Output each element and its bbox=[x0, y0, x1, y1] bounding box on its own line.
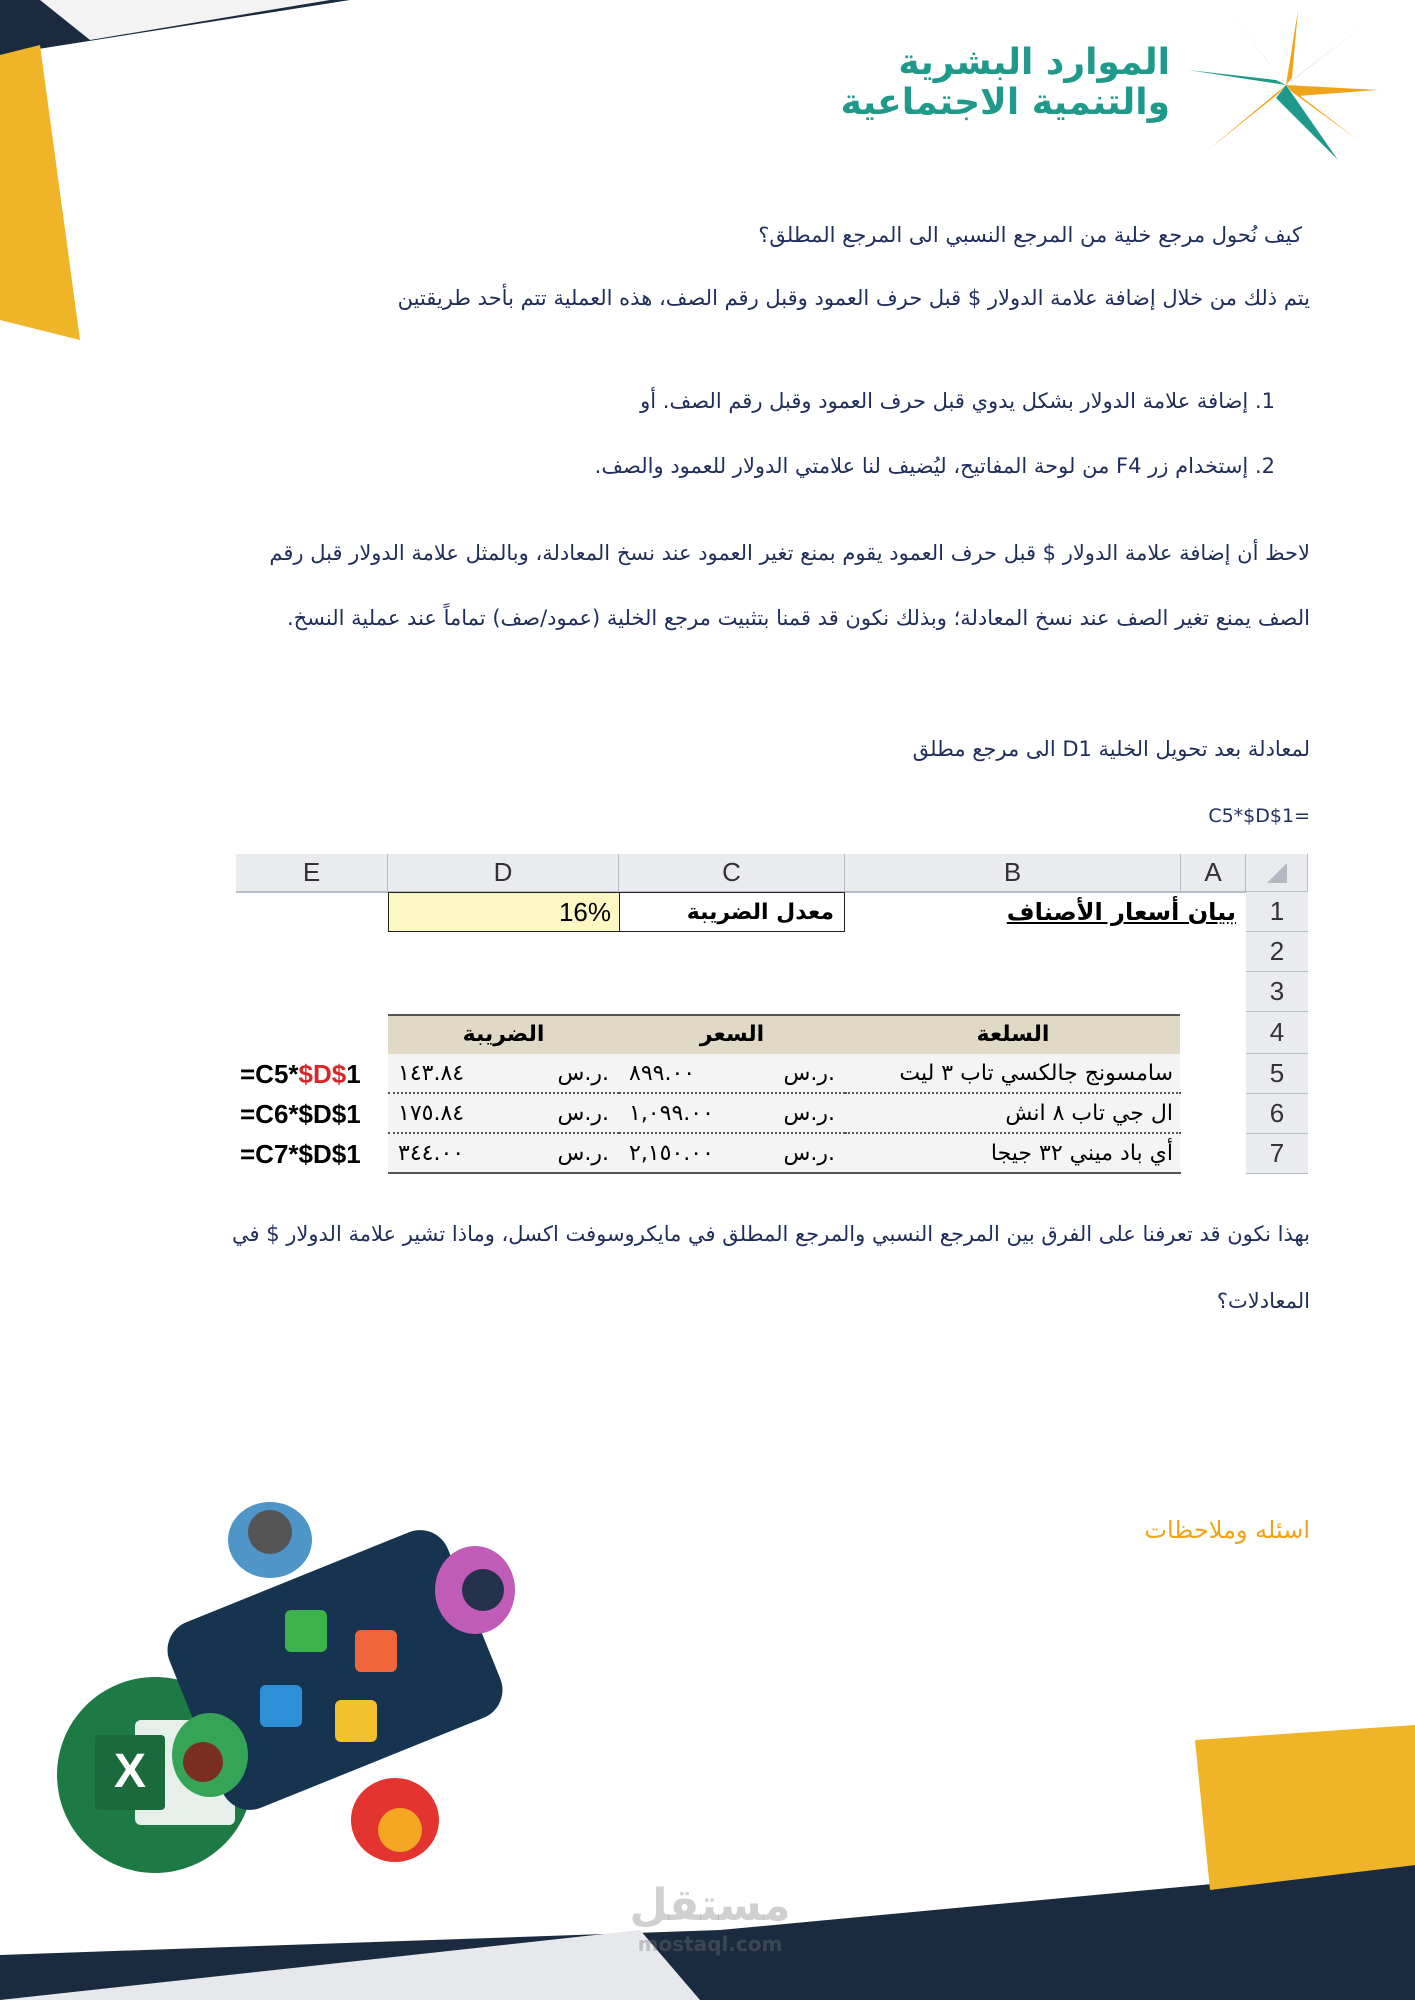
note-line-2: الصف يمنع تغير الصف عند نسخ المعادلة؛ وبذلك نكون قد قمنا بتثبيت مرجع الخلية (عمود/صف) تماماً عند عملية النسخ. bbox=[286, 606, 1310, 630]
header-price[interactable]: السعر bbox=[699, 1021, 765, 1047]
logo-text-line1: الموارد البشرية bbox=[898, 42, 1170, 83]
conclusion-line-1: بهذا نكون قد تعرفنا على الفرق بين المرجع النسبي والمرجع المطلق في مايكروسوفت اكسل، وماذا تشير علامة الدولار $ في bbox=[232, 1222, 1310, 1246]
tax-currency: ر.س. bbox=[557, 1100, 609, 1126]
questions-heading: اسئله وملاحظات bbox=[1144, 1516, 1310, 1544]
formula-row-number: 1 bbox=[346, 1098, 361, 1129]
price-value: ٨٩٩.٠٠ bbox=[629, 1060, 696, 1086]
person-right bbox=[435, 1546, 515, 1634]
item-cell-row-5[interactable]: سامسونج جالكسي تاب ٣ ليت bbox=[845, 1054, 1181, 1094]
person-top bbox=[228, 1502, 312, 1578]
formula-text: =C5*$D$1 bbox=[1208, 805, 1310, 827]
tax-rate-value-cell[interactable]: 16% bbox=[388, 892, 619, 932]
row-header-2[interactable]: 2 bbox=[1246, 932, 1308, 972]
header-tax[interactable]: الضريبة bbox=[462, 1021, 545, 1047]
header-item[interactable]: السلعة bbox=[976, 1021, 1050, 1047]
price-cell-row-7[interactable] bbox=[619, 1134, 845, 1174]
item-cell-row-6[interactable]: ال جي تاب ٨ انش bbox=[845, 1094, 1181, 1134]
select-all-corner[interactable] bbox=[1246, 854, 1308, 892]
tax-value: ١٤٣.٨٤ bbox=[398, 1060, 465, 1086]
row-header-4[interactable]: 4 bbox=[1246, 1012, 1308, 1054]
watermark-domain: mostaql.com bbox=[637, 1932, 783, 1956]
formula-caption: لمعادلة بعد تحويل الخلية D1 الى مرجع مطلق bbox=[912, 737, 1310, 761]
row-header-1[interactable]: 1 bbox=[1246, 892, 1308, 932]
column-header-b[interactable]: B bbox=[845, 854, 1181, 892]
tax-cell-row-7[interactable] bbox=[388, 1134, 619, 1174]
team-puzzle-illustration bbox=[55, 1480, 575, 1880]
row-header-3[interactable]: 3 bbox=[1246, 972, 1308, 1012]
person-left bbox=[172, 1713, 248, 1797]
formula-prefix: =C6* bbox=[240, 1098, 299, 1129]
formula-prefix: =C5* bbox=[240, 1058, 299, 1089]
method-1-text: 1. إضافة علامة الدولار بشكل يدوي قبل حرف العمود وقبل رقم الصف. أو bbox=[640, 389, 1275, 413]
column-header-c[interactable]: C bbox=[619, 854, 845, 892]
formula-row-7 bbox=[240, 1134, 388, 1174]
answer-intro-text: يتم ذلك من خلال إضافة علامة الدولار $ قبل حرف العمود وقبل رقم الصف، هذه العملية تتم بأحد طريقتين bbox=[397, 286, 1310, 310]
column-header-d[interactable]: D bbox=[388, 854, 619, 892]
spreadsheet-screenshot bbox=[236, 854, 1308, 1180]
title-cell[interactable]: بيان أسعار الأصناف bbox=[1006, 898, 1236, 926]
logo-text-line2: والتنمية الاجتماعية bbox=[840, 82, 1170, 123]
formula-row-number: 1 bbox=[346, 1138, 361, 1169]
price-cell-row-6[interactable] bbox=[619, 1094, 845, 1134]
question-text: كيف نُحول مرجع خلية من المرجع النسبي الى المرجع المطلق؟ bbox=[758, 223, 1302, 247]
note-line-1: لاحظ أن إضافة علامة الدولار $ قبل حرف العمود يقوم بمنع تغير العمود عند نسخ المعادلة، وبالمثل علامة الدولار قبل رقم bbox=[269, 541, 1310, 565]
conclusion-line-2: المعادلات؟ bbox=[1216, 1289, 1310, 1313]
person-bottom bbox=[351, 1778, 439, 1862]
tax-currency: ر.س. bbox=[557, 1140, 609, 1166]
tax-value: ١٧٥.٨٤ bbox=[398, 1100, 465, 1126]
formula-row-5 bbox=[240, 1054, 388, 1094]
tax-cell-row-5[interactable] bbox=[388, 1054, 619, 1094]
price-cell-row-5[interactable] bbox=[619, 1054, 845, 1094]
column-header-a[interactable]: A bbox=[1181, 854, 1246, 892]
column-header-e[interactable]: E bbox=[236, 854, 388, 892]
logo-star-icon bbox=[1188, 10, 1383, 160]
row-header-6[interactable]: 6 bbox=[1246, 1094, 1308, 1134]
formula-row-number: 1 bbox=[346, 1058, 361, 1089]
formula-absolute-part: $D$ bbox=[298, 1138, 347, 1169]
item-cell-row-7[interactable]: أي باد ميني ٣٢ جيجا bbox=[845, 1134, 1181, 1174]
price-value: ٢,١٥٠.٠٠ bbox=[629, 1140, 714, 1166]
select-all-triangle-icon bbox=[1265, 861, 1289, 885]
formula-prefix: =C7* bbox=[240, 1138, 299, 1169]
tax-rate-label-cell[interactable]: معدل الضريبة bbox=[619, 892, 845, 932]
tax-currency: ر.س. bbox=[557, 1060, 609, 1086]
formula-absolute-part: $D$ bbox=[298, 1058, 347, 1089]
price-currency: ر.س. bbox=[783, 1140, 835, 1166]
price-value: ١,٠٩٩.٠٠ bbox=[629, 1100, 714, 1126]
row-header-7[interactable]: 7 bbox=[1246, 1134, 1308, 1174]
price-currency: ر.س. bbox=[783, 1060, 835, 1086]
method-2-text: 2. إستخدام زر F4 من لوحة المفاتيح، ليُضيف لنا علامتي الدولار للعمود والصف. bbox=[594, 454, 1275, 478]
formula-absolute-part: $D$ bbox=[298, 1098, 347, 1129]
tax-value: ٣٤٤.٠٠ bbox=[398, 1140, 465, 1166]
tax-cell-row-6[interactable] bbox=[388, 1094, 619, 1134]
watermark-brand: مستقل bbox=[629, 1880, 791, 1931]
svg-text:X: X bbox=[113, 1745, 147, 1798]
formula-row-6 bbox=[240, 1094, 388, 1134]
row-header-5[interactable]: 5 bbox=[1246, 1054, 1308, 1094]
price-currency: ر.س. bbox=[783, 1100, 835, 1126]
